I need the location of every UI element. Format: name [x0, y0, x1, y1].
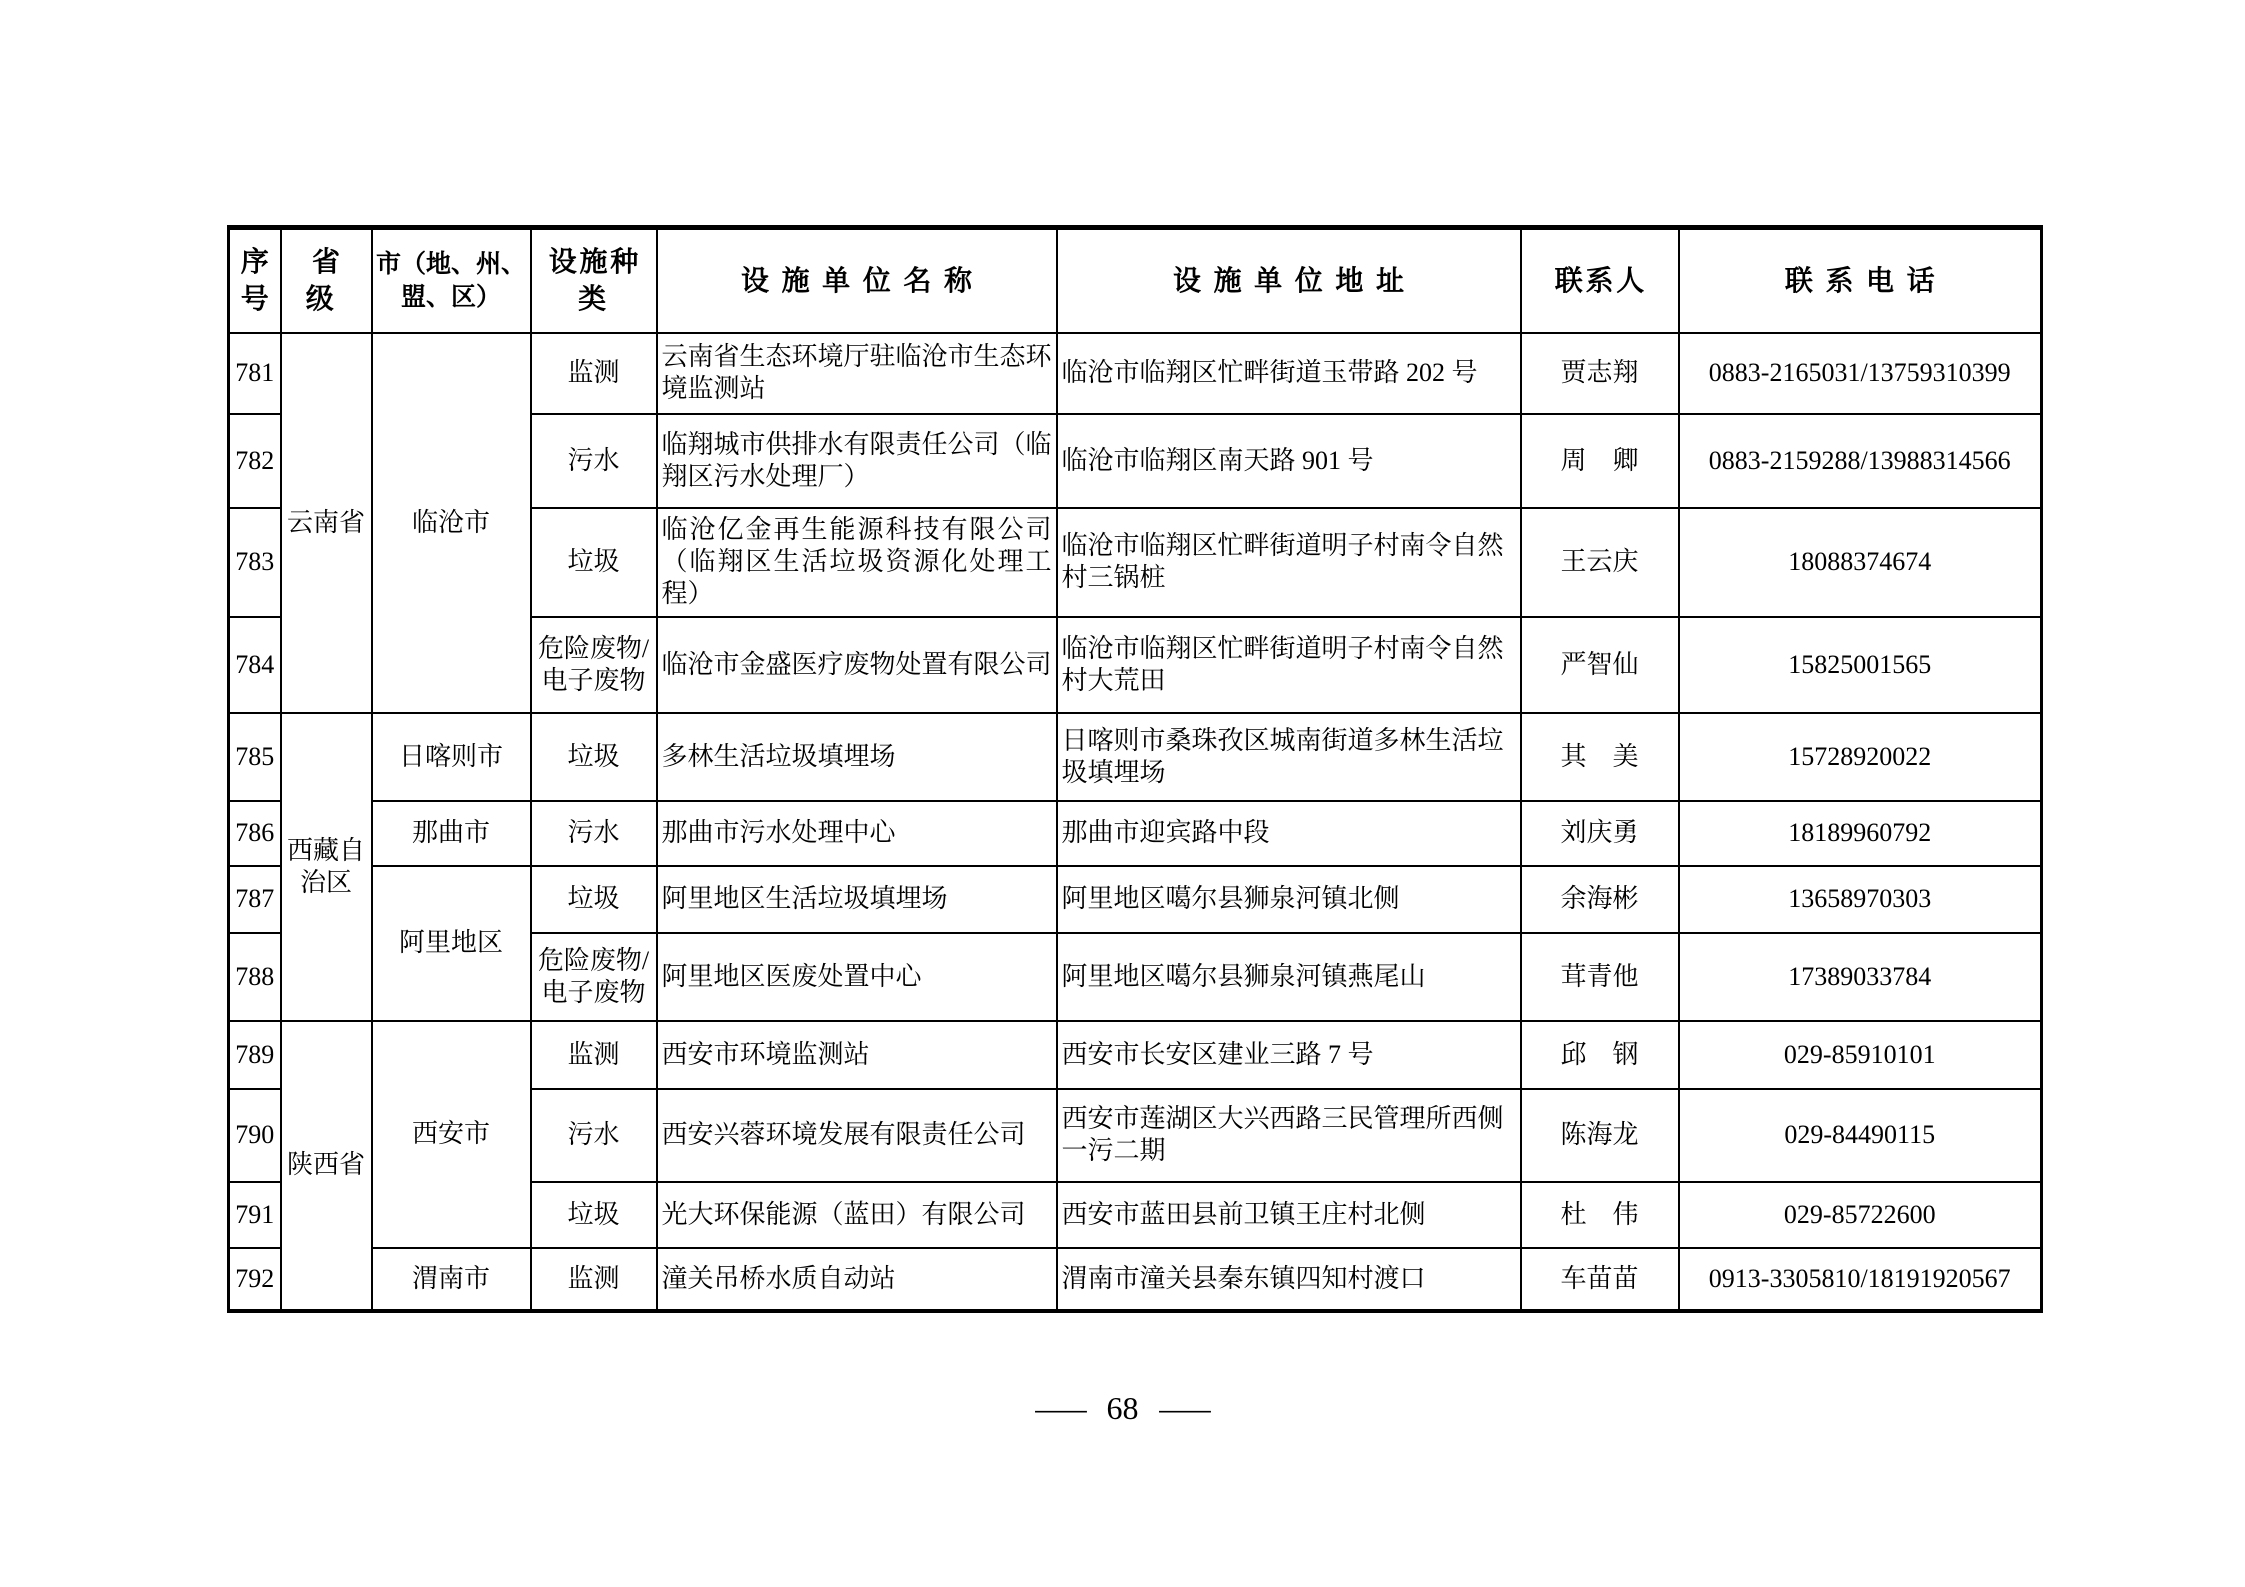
table-row	[229, 1021, 2042, 1089]
header-address: 设施单位地址	[1057, 228, 1521, 333]
type-cell: 危险废物/电子废物	[531, 617, 657, 713]
contact-cell: 邱 钢	[1521, 1021, 1679, 1089]
address-cell: 渭南市潼关县秦东镇四知村渡口	[1057, 1248, 1521, 1311]
no-cell: 784	[229, 617, 281, 713]
type-cell: 污水	[531, 801, 657, 866]
contact-cell: 刘庆勇	[1521, 801, 1679, 866]
type-cell: 监测	[531, 333, 657, 414]
city-cell: 渭南市	[372, 1248, 531, 1311]
name-cell: 阿里地区医废处置中心	[657, 933, 1057, 1021]
header-city: 市（地、州、盟、区）	[372, 228, 531, 333]
name-cell: 多林生活垃圾填埋场	[657, 713, 1057, 801]
header-phone: 联系电话	[1679, 228, 2042, 333]
facility-table	[227, 225, 2043, 1313]
name-cell: 临沧亿金再生能源科技有限公司（临翔区生活垃圾资源化处理工程）	[657, 508, 1057, 617]
province-cell: 西藏自治区	[281, 713, 372, 1021]
no-cell: 790	[229, 1089, 281, 1182]
contact-cell: 贾志翔	[1521, 333, 1679, 414]
phone-cell: 13658970303	[1679, 866, 2042, 933]
city-cell: 日喀则市	[372, 713, 531, 801]
phone-cell: 18189960792	[1679, 801, 2042, 866]
name-cell: 临翔城市供排水有限责任公司（临翔区污水处理厂）	[657, 414, 1057, 508]
type-cell: 垃圾	[531, 508, 657, 617]
page-number: 68	[1106, 1390, 1139, 1426]
contact-cell: 严智仙	[1521, 617, 1679, 713]
header-type: 设施种类	[531, 228, 657, 333]
name-cell: 潼关吊桥水质自动站	[657, 1248, 1057, 1311]
no-cell: 785	[229, 713, 281, 801]
city-cell: 西安市	[372, 1021, 531, 1248]
no-cell: 781	[229, 333, 281, 414]
type-cell: 监测	[531, 1021, 657, 1089]
no-cell: 788	[229, 933, 281, 1021]
type-cell: 污水	[531, 414, 657, 508]
no-cell: 787	[229, 866, 281, 933]
phone-cell: 0883-2159288/13988314566	[1679, 414, 2042, 508]
type-cell: 危险废物/电子废物	[531, 933, 657, 1021]
phone-cell: 029-85722600	[1679, 1182, 2042, 1248]
header-contact: 联系人	[1521, 228, 1679, 333]
name-cell: 西安兴蓉环境发展有限责任公司	[657, 1089, 1057, 1182]
phone-cell: 15825001565	[1679, 617, 2042, 713]
address-cell: 阿里地区噶尔县狮泉河镇燕尾山	[1057, 933, 1521, 1021]
contact-cell: 周 卿	[1521, 414, 1679, 508]
name-cell: 西安市环境监测站	[657, 1021, 1057, 1089]
type-cell: 污水	[531, 1089, 657, 1182]
table-row	[229, 866, 2042, 933]
name-cell: 云南省生态环境厅驻临沧市生态环境监测站	[657, 333, 1057, 414]
no-cell: 782	[229, 414, 281, 508]
no-cell: 786	[229, 801, 281, 866]
phone-cell: 0883-2165031/13759310399	[1679, 333, 2042, 414]
address-cell: 西安市长安区建业三路 7 号	[1057, 1021, 1521, 1089]
header-province: 省级	[281, 228, 372, 333]
address-cell: 阿里地区噶尔县狮泉河镇北侧	[1057, 866, 1521, 933]
contact-cell: 车苗苗	[1521, 1248, 1679, 1311]
contact-cell: 其 美	[1521, 713, 1679, 801]
name-cell: 阿里地区生活垃圾填埋场	[657, 866, 1057, 933]
address-cell: 日喀则市桑珠孜区城南街道多林生活垃圾填埋场	[1057, 713, 1521, 801]
address-cell: 临沧市临翔区忙畔街道明子村南令自然村三锅桩	[1057, 508, 1521, 617]
page-footer	[0, 1388, 2245, 1428]
name-cell: 临沧市金盛医疗废物处置有限公司	[657, 617, 1057, 713]
contact-cell: 茸青他	[1521, 933, 1679, 1021]
phone-cell: 18088374674	[1679, 508, 2042, 617]
phone-cell: 0913-3305810/18191920567	[1679, 1248, 2042, 1311]
no-cell: 792	[229, 1248, 281, 1311]
table-header-row	[229, 228, 2042, 333]
no-cell: 783	[229, 508, 281, 617]
contact-cell: 陈海龙	[1521, 1089, 1679, 1182]
phone-cell: 17389033784	[1679, 933, 2042, 1021]
table-row	[229, 801, 2042, 866]
address-cell: 那曲市迎宾路中段	[1057, 801, 1521, 866]
table-row	[229, 1248, 2042, 1311]
phone-cell: 029-84490115	[1679, 1089, 2042, 1182]
address-cell: 西安市蓝田县前卫镇王庄村北侧	[1057, 1182, 1521, 1248]
type-cell: 垃圾	[531, 866, 657, 933]
address-cell: 临沧市临翔区南天路 901 号	[1057, 414, 1521, 508]
type-cell: 垃圾	[531, 713, 657, 801]
contact-cell: 王云庆	[1521, 508, 1679, 617]
phone-cell: 029-85910101	[1679, 1021, 2042, 1089]
contact-cell: 余海彬	[1521, 866, 1679, 933]
footer-dash-right: —	[1158, 1390, 1211, 1426]
header-index: 序号	[229, 228, 281, 333]
address-cell: 西安市莲湖区大兴西路三民管理所西侧一污二期	[1057, 1089, 1521, 1182]
contact-cell: 杜 伟	[1521, 1182, 1679, 1248]
city-cell: 临沧市	[372, 333, 531, 713]
no-cell: 789	[229, 1021, 281, 1089]
name-cell: 光大环保能源（蓝田）有限公司	[657, 1182, 1057, 1248]
table-row	[229, 713, 2042, 801]
phone-cell: 15728920022	[1679, 713, 2042, 801]
type-cell: 监测	[531, 1248, 657, 1311]
province-cell: 陕西省	[281, 1021, 372, 1311]
name-cell: 那曲市污水处理中心	[657, 801, 1057, 866]
header-name: 设施单位名称	[657, 228, 1057, 333]
city-cell: 阿里地区	[372, 866, 531, 1021]
address-cell: 临沧市临翔区忙畔街道玉带路 202 号	[1057, 333, 1521, 414]
type-cell: 垃圾	[531, 1182, 657, 1248]
table-row	[229, 333, 2042, 414]
city-cell: 那曲市	[372, 801, 531, 866]
address-cell: 临沧市临翔区忙畔街道明子村南令自然村大荒田	[1057, 617, 1521, 713]
province-cell: 云南省	[281, 333, 372, 713]
no-cell: 791	[229, 1182, 281, 1248]
footer-dash-left: —	[1034, 1390, 1087, 1426]
